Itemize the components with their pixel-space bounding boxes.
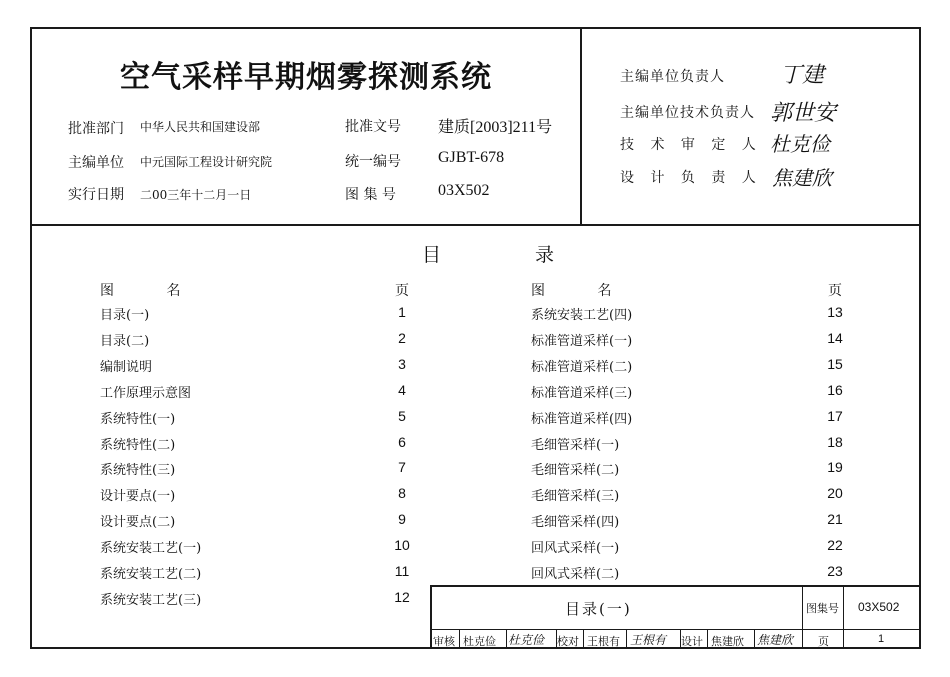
header-vertical-divider (580, 27, 582, 225)
checker-name: 王根有 (587, 635, 620, 648)
responsible-role: 主编单位技术负责人 (620, 105, 755, 121)
toc-entry-name: 标准管道采样(二) (531, 359, 633, 375)
toc-entry-page: 2 (398, 329, 406, 346)
toc-entry-page: 15 (827, 355, 843, 372)
editor-unit-value: 中元国际工程设计研究院 (140, 155, 273, 169)
toc-entry-name: 系统特性(三) (100, 463, 176, 479)
toc-entry-name: 标准管道采样(三) (531, 385, 633, 401)
toc-entry-name: 系统特性(二) (100, 437, 176, 453)
toc-entry-page: 22 (827, 537, 843, 554)
unified-no-label: 统一编号 (345, 154, 401, 170)
toc-entry-page: 17 (827, 407, 843, 424)
toc-entry-page: 7 (398, 459, 406, 476)
title-block-col-divider (802, 585, 803, 649)
toc-entry-name: 标准管道采样(一) (531, 333, 633, 349)
toc-entry-page: 13 (827, 304, 843, 320)
toc-entry-name: 编制说明 (100, 359, 153, 375)
title-block-left (430, 585, 432, 649)
toc-entry-page: 12 (394, 588, 410, 605)
toc-entry-page: 9 (398, 511, 406, 528)
approval-dept-label: 批准部门 (68, 121, 124, 137)
atlas-no-label: 图 集 号 (345, 187, 396, 203)
toc-entry-name: 毛细管采样(四) (531, 515, 620, 531)
document-title: 空气采样早期烟雾探测系统 (120, 60, 492, 95)
approval-no-label: 批准文号 (345, 119, 401, 135)
toc-entry-page: 11 (394, 563, 410, 579)
toc-entry-name: 系统安装工艺(二) (100, 567, 202, 582)
toc-entry-page: 16 (827, 381, 843, 398)
toc-entry-name: 毛细管采样(二) (531, 463, 620, 479)
title-block-top (430, 585, 921, 587)
signature: 丁建 (780, 63, 825, 88)
signature: 焦建欣 (772, 166, 832, 190)
cell-divider (626, 629, 627, 649)
toc-entry-page: 6 (398, 433, 406, 450)
toc-entry-name: 系统安装工艺(一) (100, 541, 202, 557)
reviewer-signature: 杜克俭 (508, 633, 545, 647)
toc-entry-page: 3 (398, 355, 406, 372)
responsible-role: 技 术 审 定 人 (620, 137, 762, 153)
title-block-row-divider (430, 629, 921, 630)
atlas-number: 03X502 (858, 600, 900, 614)
toc-entry-page: 23 (827, 563, 843, 579)
review-label: 审核 (433, 635, 455, 648)
responsible-role: 设 计 负 责 人 (620, 170, 762, 186)
toc-entry-name: 目录(一) (100, 308, 150, 323)
title-block-col-divider (843, 585, 844, 649)
sheet-title: 目录(一) (565, 600, 632, 618)
toc-entry-name: 毛细管采样(三) (531, 489, 620, 505)
header-divider (30, 224, 921, 226)
toc-entry-page: 10 (394, 537, 410, 554)
toc-entry-name: 标准管道采样(四) (531, 411, 633, 427)
toc-entry-page: 19 (827, 459, 843, 476)
toc-entry-name: 设计要点(一) (100, 489, 176, 505)
cell-divider (459, 629, 460, 649)
toc-col-page-left: 页 (395, 282, 409, 298)
approval-no-value: 建质[2003]211号 (438, 119, 553, 136)
checker-signature: 王根有 (630, 633, 667, 647)
responsible-role: 主编单位负责人 (620, 69, 725, 85)
atlas-no-value: 03X502 (438, 182, 490, 199)
toc-entry-page: 5 (398, 407, 406, 424)
designer-signature: 焦建欣 (757, 633, 794, 647)
toc-entry-page: 20 (827, 485, 843, 502)
toc-entry-page: 4 (398, 381, 406, 398)
toc-entry-page: 21 (827, 511, 843, 528)
cell-divider (506, 629, 507, 649)
page-number: 1 (878, 633, 885, 645)
signature: 杜克俭 (770, 132, 830, 156)
check-label: 校对 (557, 635, 579, 648)
editor-unit-label: 主编单位 (68, 155, 124, 171)
toc-heading: 目 录 (422, 244, 599, 266)
cell-divider (583, 629, 584, 649)
cell-divider (707, 629, 708, 649)
toc-entry-name: 系统安装工艺(四) (531, 308, 633, 323)
reviewer-name: 杜克俭 (463, 635, 496, 648)
toc-entry-name: 系统安装工艺(三) (100, 592, 202, 608)
approval-dept-value: 中华人民共和国建设部 (140, 120, 261, 134)
toc-entry-page: 1 (398, 304, 406, 320)
effective-date-label: 实行日期 (68, 187, 124, 203)
toc-col-name-right: 图 名 (531, 283, 636, 299)
design-label: 设计 (681, 635, 703, 648)
toc-entry-page: 8 (398, 485, 406, 502)
signature: 郭世安 (770, 101, 837, 126)
toc-entry-name: 系统特性(一) (100, 411, 176, 427)
toc-entry-name: 设计要点(二) (100, 515, 176, 531)
toc-entry-page: 18 (827, 433, 843, 450)
unified-no-value: GJBT-678 (438, 149, 505, 166)
toc-entry-name: 回风式采样(一) (531, 541, 620, 557)
cell-divider (754, 629, 755, 649)
effective-date-value: 二00三年十二月一日 (140, 188, 252, 202)
toc-entry-name: 工作原理示意图 (100, 385, 192, 401)
toc-col-name-left: 图 名 (100, 283, 205, 299)
toc-col-page-right: 页 (828, 282, 842, 298)
toc-entry-name: 目录(二) (100, 333, 150, 349)
atlas-label: 图集号 (806, 602, 839, 615)
designer-name: 焦建欣 (711, 635, 744, 648)
page-label: 页 (818, 635, 829, 648)
toc-entry-name: 毛细管采样(一) (531, 437, 620, 453)
toc-entry-name: 回风式采样(二) (531, 567, 620, 582)
toc-entry-page: 14 (827, 329, 843, 346)
